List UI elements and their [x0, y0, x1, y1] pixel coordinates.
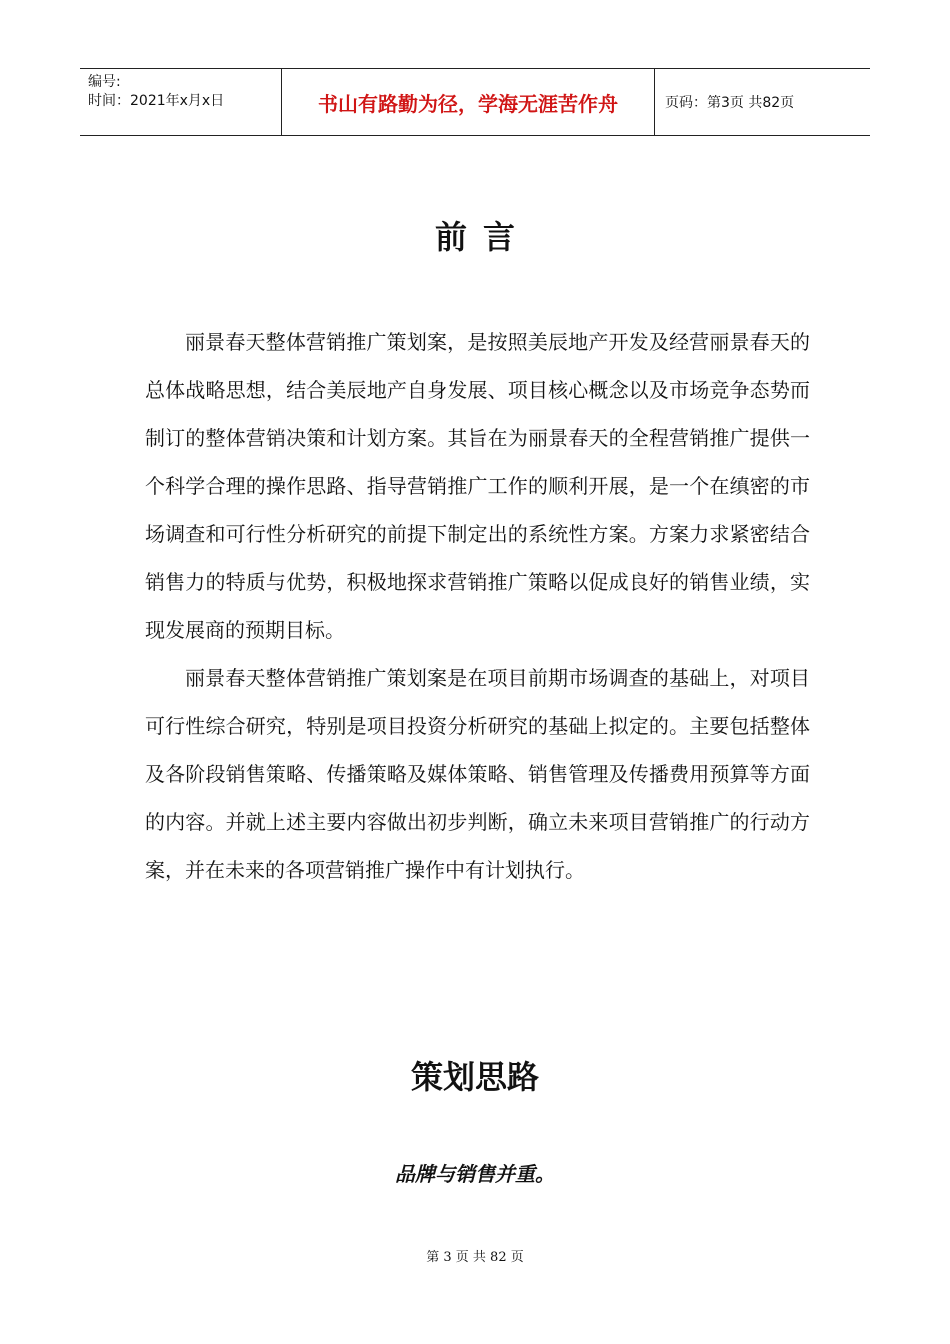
- strategy-title: 策划思路: [410, 1058, 539, 1096]
- header-meta: [80, 69, 281, 135]
- preface-paragraph: 丽景春天整体营销推广策划案是在项目前期市场调查的基础上，对项目可行性综合研究，特别是项目投资分析研究的基础上拟定的。主要包括整体及各阶段销售策略、传播策略及媒体策略、销售管理及传播费用预算等方面的内容。并就上述主要内容做出初步判断，确立未来项目营销推广的行动方案，并在未来的各项营销推广操作中有计划执行。: [145, 666, 810, 882]
- strategy-subtitle: 品牌与销售并重。: [395, 1162, 555, 1186]
- preface-body: [145, 318, 810, 894]
- page-footer: 第 3 页 共 82 页: [426, 1250, 524, 1265]
- number-label: 编号:: [88, 74, 121, 90]
- time-label: 时间：2021年x月x日: [88, 93, 225, 109]
- page-header: [80, 68, 870, 136]
- header-motto: 书山有路勤为径，学海无涯苦作舟: [281, 69, 655, 135]
- preface-title: 前言: [434, 218, 531, 256]
- preface-paragraph: 丽景春天整体营销推广策划案，是按照美辰地产开发及经营丽景春天的总体战略思想，结合美辰地产自身发展、项目核心概念以及市场竞争态势而制订的整体营销决策和计划方案。其旨在为丽景春天的全程营销推广提供一个科学合理的操作思路、指导营销推广工作的顺利开展，是一个在缜密的市场调查和可行性分析研究的前提下制定出的系统性方案。方案力求紧密结合销售力的特质与优势，积极地探求营销推广策略以促成良好的销售业绩，实现发展商的预期目标。: [145, 330, 810, 642]
- header-page-info: 页码：第3页 共82页: [665, 95, 795, 111]
